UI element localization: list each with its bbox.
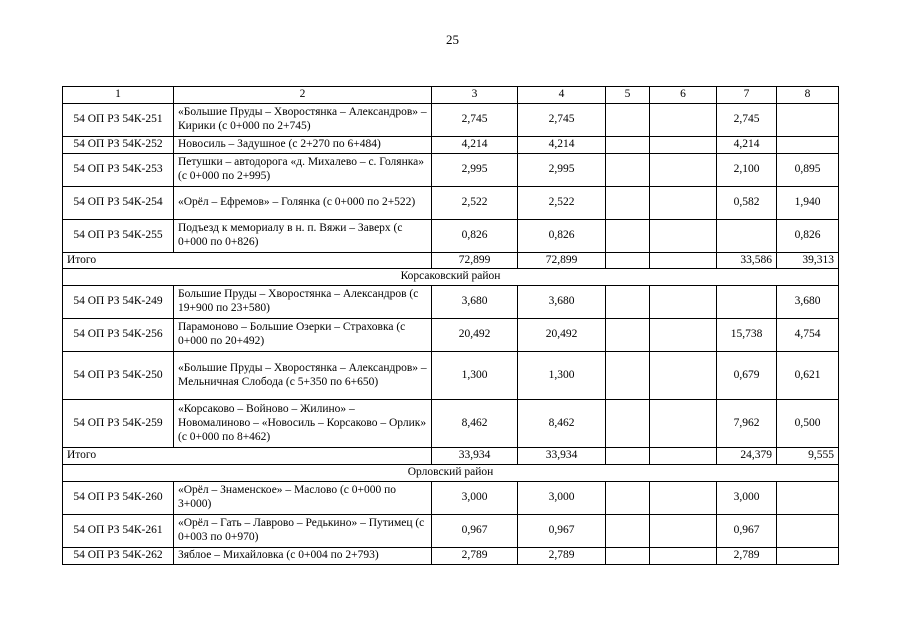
cell-col4: 0,826 — [518, 219, 606, 252]
column-number: 7 — [717, 87, 777, 104]
cell-col3: 2,522 — [432, 186, 518, 219]
cell-col3: 2,995 — [432, 153, 518, 186]
cell-col5 — [606, 136, 650, 153]
table-row — [63, 352, 839, 400]
cell-col8 — [777, 481, 839, 514]
cell-col3: 72,899 — [432, 252, 518, 269]
table-row — [63, 319, 839, 352]
cell-col5 — [606, 547, 650, 564]
cell-col5 — [606, 103, 650, 136]
road-code: 54 ОП РЗ 54К-262 — [63, 547, 174, 564]
district-row — [63, 464, 839, 481]
cell-col3: 0,967 — [432, 514, 518, 547]
cell-col5 — [606, 352, 650, 400]
cell-col7: 0,582 — [717, 186, 777, 219]
column-number: 2 — [174, 87, 432, 104]
road-name: Петушки – автодорога «д. Михалево – с. Голянка» (с 0+000 по 2+995) — [174, 153, 432, 186]
cell-col4: 2,789 — [518, 547, 606, 564]
cell-col8 — [777, 103, 839, 136]
road-name: Подъезд к мемориалу в н. п. Вяжи – Заверх (с 0+000 по 0+826) — [174, 219, 432, 252]
cell-col6 — [650, 352, 717, 400]
cell-col3: 20,492 — [432, 319, 518, 352]
cell-col7: 2,789 — [717, 547, 777, 564]
cell-col8: 3,680 — [777, 286, 839, 319]
cell-col8 — [777, 547, 839, 564]
road-name: «Орёл – Ефремов» – Голянка (с 0+000 по 2+522) — [174, 186, 432, 219]
cell-col4: 2,745 — [518, 103, 606, 136]
column-number-row — [63, 87, 839, 104]
cell-col7: 0,967 — [717, 514, 777, 547]
cell-col4: 1,300 — [518, 352, 606, 400]
column-number: 5 — [606, 87, 650, 104]
page-number: 25 — [446, 32, 459, 47]
road-name: «Орёл – Гать – Лаврово – Редькино» – Путимец (с 0+003 по 0+970) — [174, 514, 432, 547]
total-label: Итого — [63, 448, 432, 465]
cell-col6 — [650, 481, 717, 514]
cell-col7: 15,738 — [717, 319, 777, 352]
cell-col6 — [650, 286, 717, 319]
cell-col3: 2,745 — [432, 103, 518, 136]
column-number: 8 — [777, 87, 839, 104]
cell-col8: 9,555 — [777, 448, 839, 465]
road-code: 54 ОП РЗ 54К-259 — [63, 400, 174, 448]
cell-col7: 4,214 — [717, 136, 777, 153]
cell-col7: 7,962 — [717, 400, 777, 448]
cell-col6 — [650, 547, 717, 564]
cell-col5 — [606, 448, 650, 465]
cell-col4: 2,995 — [518, 153, 606, 186]
cell-col4: 0,967 — [518, 514, 606, 547]
cell-col8: 0,621 — [777, 352, 839, 400]
road-name: «Большие Пруды – Хворостянка – Александров» – Мельничная Слобода (с 5+350 по 6+650) — [174, 352, 432, 400]
road-code: 54 ОП РЗ 54К-249 — [63, 286, 174, 319]
road-code: 54 ОП РЗ 54К-255 — [63, 219, 174, 252]
cell-col8: 39,313 — [777, 252, 839, 269]
cell-col5 — [606, 514, 650, 547]
cell-col8: 4,754 — [777, 319, 839, 352]
cell-col7 — [717, 219, 777, 252]
cell-col8 — [777, 514, 839, 547]
road-code: 54 ОП РЗ 54К-254 — [63, 186, 174, 219]
cell-col7: 3,000 — [717, 481, 777, 514]
cell-col3: 4,214 — [432, 136, 518, 153]
road-code: 54 ОП РЗ 54К-261 — [63, 514, 174, 547]
road-code: 54 ОП РЗ 54К-253 — [63, 153, 174, 186]
cell-col6 — [650, 153, 717, 186]
cell-col5 — [606, 252, 650, 269]
cell-col5 — [606, 286, 650, 319]
cell-col8 — [777, 136, 839, 153]
road-name: «Большие Пруды – Хворостянка – Александров» – Кирики (с 0+000 по 2+745) — [174, 103, 432, 136]
table-row — [63, 136, 839, 153]
cell-col8: 0,500 — [777, 400, 839, 448]
cell-col4: 3,680 — [518, 286, 606, 319]
table-row — [63, 400, 839, 448]
cell-col5 — [606, 153, 650, 186]
cell-col4: 72,899 — [518, 252, 606, 269]
table-row — [63, 219, 839, 252]
cell-col3: 2,789 — [432, 547, 518, 564]
total-row — [63, 252, 839, 269]
cell-col7: 0,679 — [717, 352, 777, 400]
column-number: 6 — [650, 87, 717, 104]
table-row — [63, 481, 839, 514]
cell-col6 — [650, 219, 717, 252]
table-row — [63, 153, 839, 186]
column-number: 1 — [63, 87, 174, 104]
cell-col4: 8,462 — [518, 400, 606, 448]
cell-col6 — [650, 319, 717, 352]
cell-col3: 0,826 — [432, 219, 518, 252]
cell-col3: 3,680 — [432, 286, 518, 319]
road-name: Новосиль – Задушное (с 2+270 по 6+484) — [174, 136, 432, 153]
road-name: Зяблое – Михайловка (с 0+004 по 2+793) — [174, 547, 432, 564]
road-name: «Орёл – Знаменское» – Маслово (с 0+000 по 3+000) — [174, 481, 432, 514]
column-number: 3 — [432, 87, 518, 104]
cell-col5 — [606, 400, 650, 448]
table-row — [63, 103, 839, 136]
total-row — [63, 448, 839, 465]
district-name: Орловский район — [63, 464, 839, 481]
cell-col3: 3,000 — [432, 481, 518, 514]
cell-col5 — [606, 319, 650, 352]
table-row — [63, 286, 839, 319]
cell-col8: 0,826 — [777, 219, 839, 252]
road-name: Парамоново – Большие Озерки – Страховка (с 0+000 по 20+492) — [174, 319, 432, 352]
column-number: 4 — [518, 87, 606, 104]
cell-col5 — [606, 481, 650, 514]
cell-col4: 3,000 — [518, 481, 606, 514]
cell-col7: 24,379 — [717, 448, 777, 465]
cell-col4: 20,492 — [518, 319, 606, 352]
road-name: Большие Пруды – Хворостянка – Александров (с 19+900 по 23+580) — [174, 286, 432, 319]
table-row — [63, 186, 839, 219]
district-row — [63, 269, 839, 286]
road-code: 54 ОП РЗ 54К-260 — [63, 481, 174, 514]
cell-col5 — [606, 219, 650, 252]
cell-col6 — [650, 136, 717, 153]
cell-col4: 4,214 — [518, 136, 606, 153]
road-code: 54 ОП РЗ 54К-251 — [63, 103, 174, 136]
table-row — [63, 514, 839, 547]
cell-col3: 8,462 — [432, 400, 518, 448]
cell-col4: 33,934 — [518, 448, 606, 465]
cell-col6 — [650, 400, 717, 448]
road-code: 54 ОП РЗ 54К-256 — [63, 319, 174, 352]
cell-col4: 2,522 — [518, 186, 606, 219]
road-code: 54 ОП РЗ 54К-252 — [63, 136, 174, 153]
table-row — [63, 547, 839, 564]
cell-col7: 2,745 — [717, 103, 777, 136]
cell-col7: 2,100 — [717, 153, 777, 186]
cell-col8: 0,895 — [777, 153, 839, 186]
cell-col6 — [650, 252, 717, 269]
cell-col7: 33,586 — [717, 252, 777, 269]
cell-col3: 1,300 — [432, 352, 518, 400]
cell-col3: 33,934 — [432, 448, 518, 465]
cell-col5 — [606, 186, 650, 219]
cell-col8: 1,940 — [777, 186, 839, 219]
roads-table — [62, 86, 839, 565]
total-label: Итого — [63, 252, 432, 269]
cell-col7 — [717, 286, 777, 319]
cell-col6 — [650, 186, 717, 219]
road-code: 54 ОП РЗ 54К-250 — [63, 352, 174, 400]
road-name: «Корсаково – Войново – Жилино» – Новомалиново – «Новосиль – Корсаково – Орлик» (с 0+000 по 8+462) — [174, 400, 432, 448]
cell-col6 — [650, 448, 717, 465]
cell-col6 — [650, 514, 717, 547]
district-name: Корсаковский район — [63, 269, 839, 286]
cell-col6 — [650, 103, 717, 136]
